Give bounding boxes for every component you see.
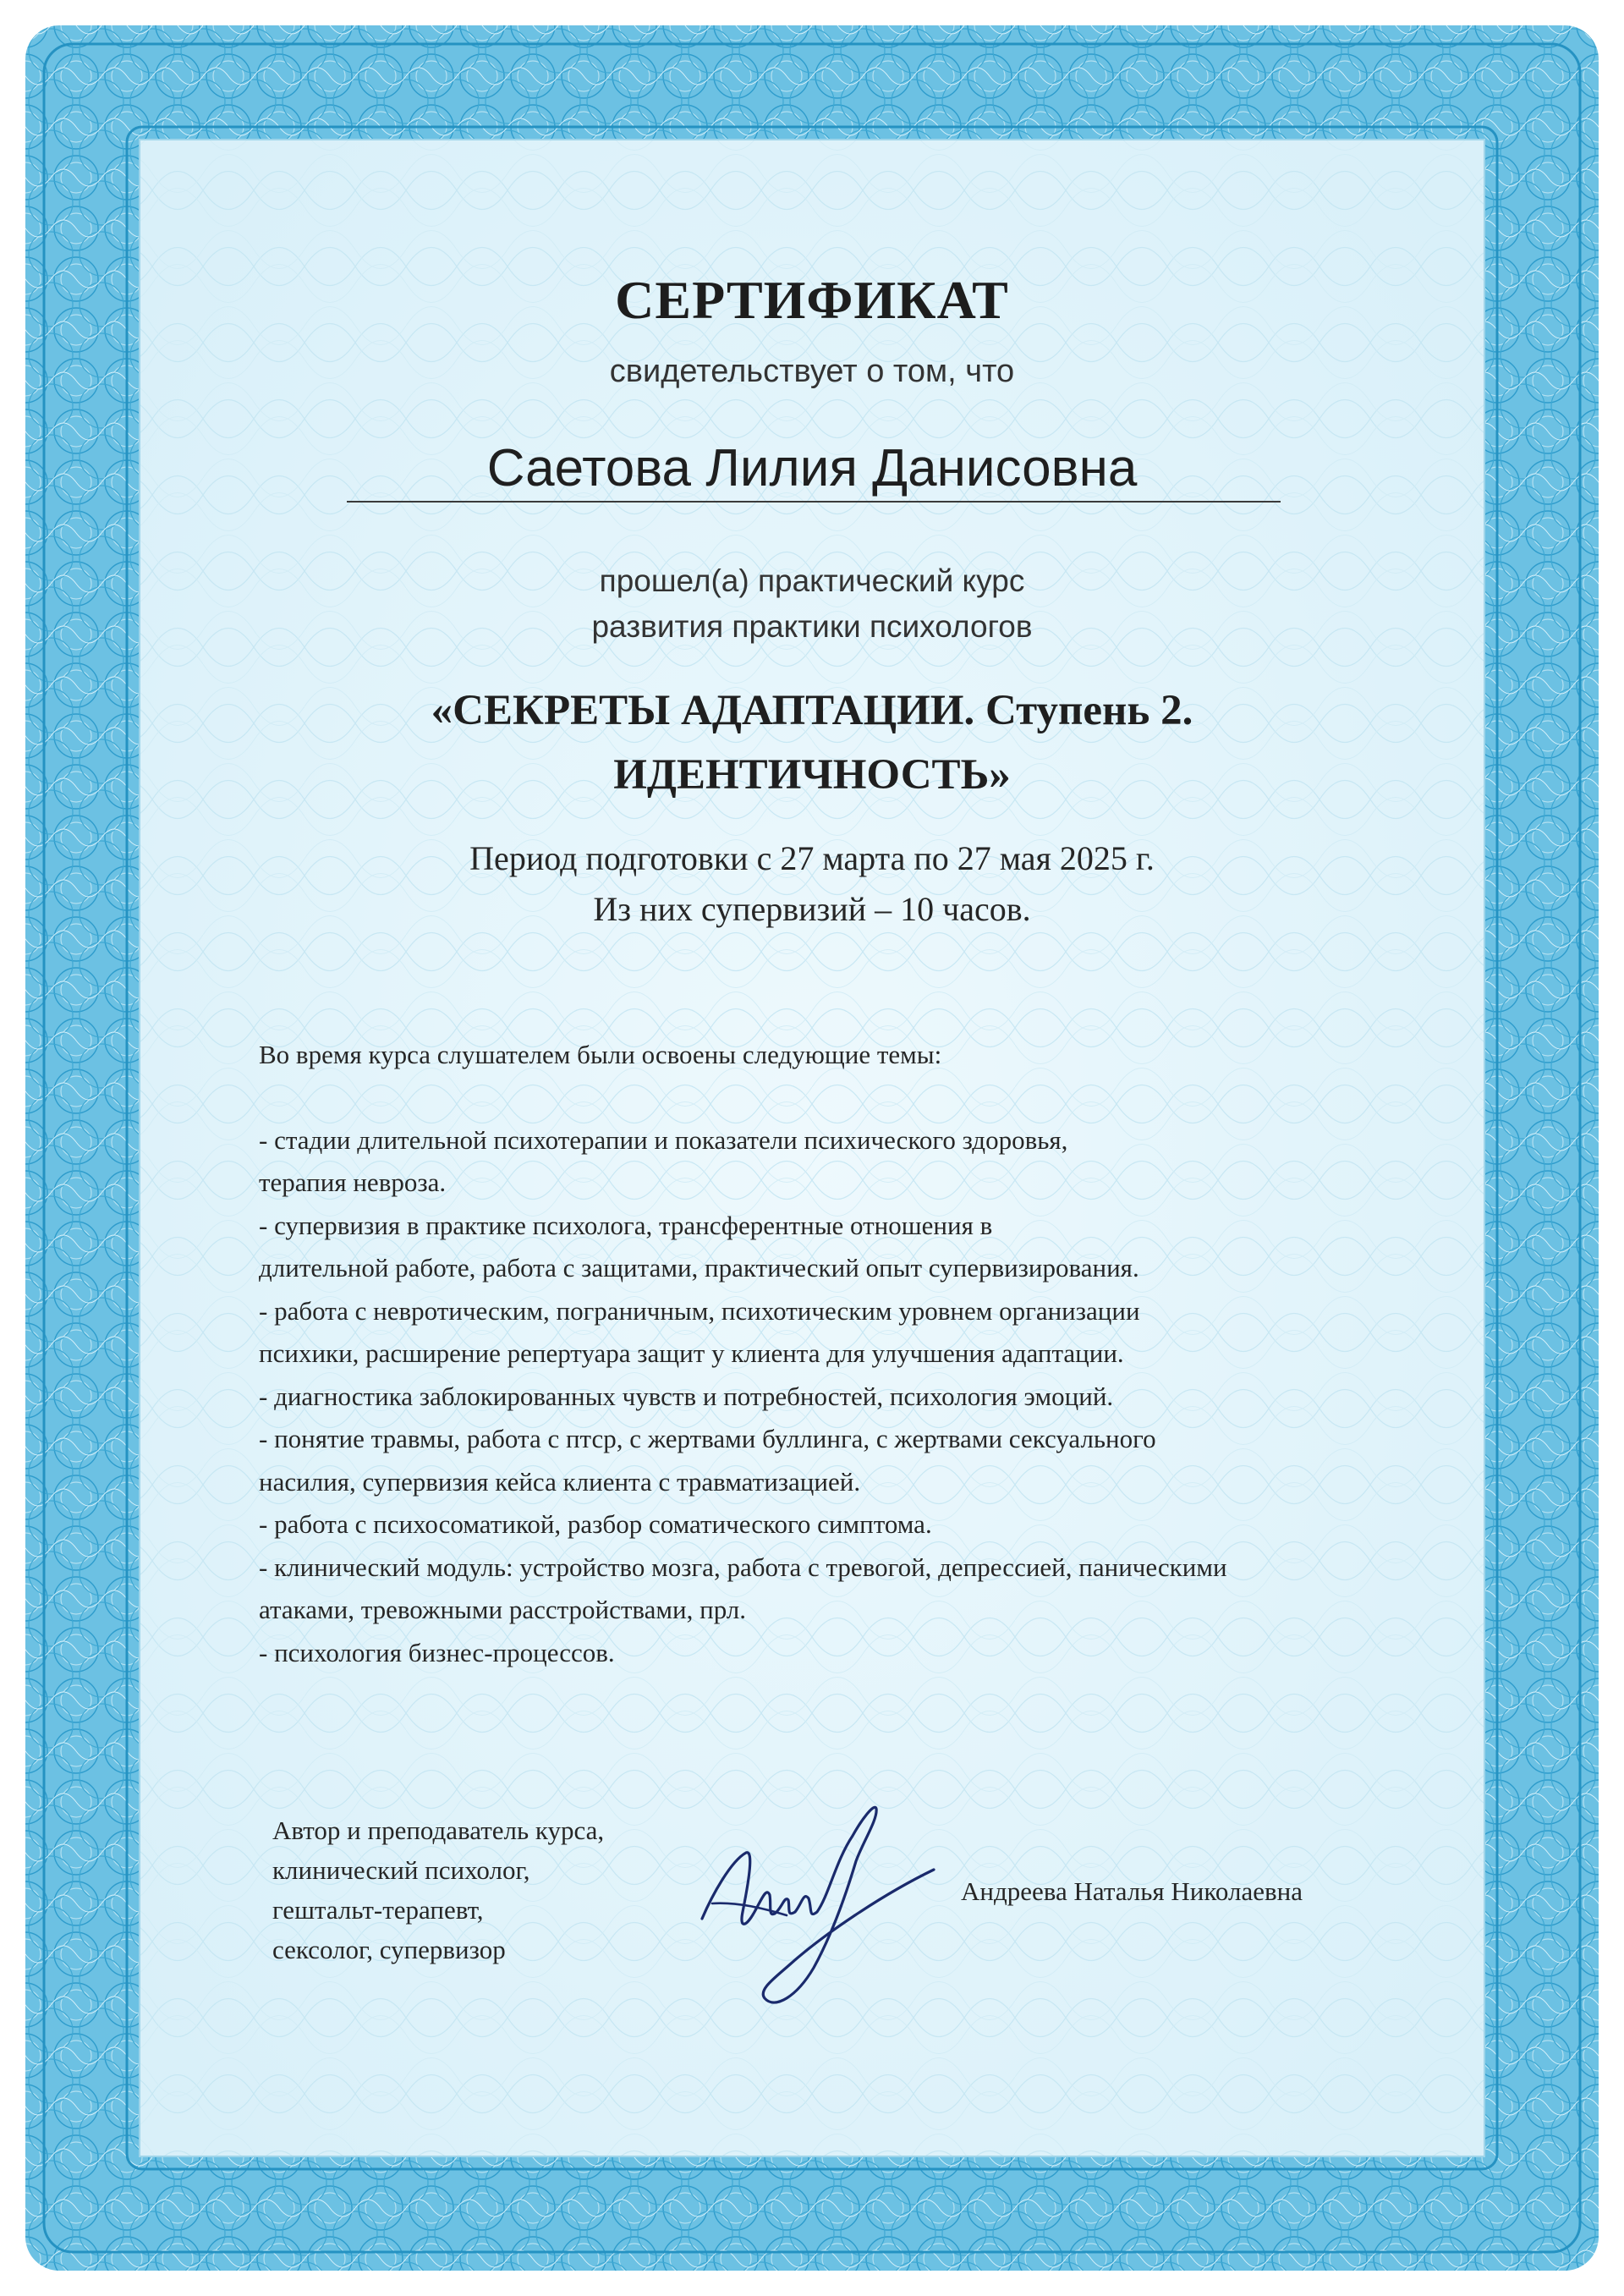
course-title-line: «СЕКРЕТЫ АДАПТАЦИИ. Ступень 2. [431, 687, 1193, 734]
topic-line: - понятие травмы, работа с птср, с жертвами буллинга, с жертвами сексуального [259, 1424, 1156, 1453]
topic-line: - супервизия в практике психолога, трансферентные отношения в [259, 1210, 993, 1240]
topic-line: - психология бизнес-процессов. [259, 1637, 615, 1667]
course-description-line: развития практики психологов [591, 609, 1033, 644]
course-title-line: ИДЕНТИЧНОСТЬ» [613, 751, 1011, 799]
course-description-line: прошел(а) практический курс [599, 563, 1025, 598]
topic-line: длительной работе, работа с защитами, практический опыт супервизирования. [259, 1253, 1139, 1283]
supervision-hours-line: Из них супервизий – 10 часов. [593, 890, 1031, 928]
topic-line: - клинический модуль: устройство мозга, работа с тревогой, депрессией, паническими [259, 1552, 1227, 1582]
course-title [0, 678, 1624, 807]
signer-name: Андреева Наталья Николаевна [961, 1876, 1303, 1906]
topic-line: терапия невроза. [259, 1167, 447, 1197]
period-line: Период подготовки с 27 марта по 27 мая 2025 г. [469, 839, 1155, 877]
author-credential-line: сексолог, супервизор [272, 1935, 506, 1964]
author-credential-line: клинический психолог, [272, 1855, 530, 1885]
author-credential-line: гештальт-терапевт, [272, 1895, 484, 1925]
topic-line: психики, расширение репертуара защит у клиента для улучшения адаптации. [259, 1338, 1124, 1368]
topic-line: - работа с невротическим, пограничным, психотическим уровнем организации [259, 1295, 1140, 1326]
certificate-subtitle: свидетельствует о том, что [609, 354, 1015, 389]
topic-line: - стадии длительной психотерапии и показатели психического здоровья, [259, 1124, 1068, 1155]
topics-section [259, 1034, 1392, 1674]
topic-line: - работа с психосоматикой, разбор соматического симптома. [259, 1509, 932, 1539]
topic-line: - диагностика заблокированных чувств и потребностей, психология эмоций. [259, 1381, 1114, 1411]
training-period [0, 833, 1624, 935]
topic-line: атаками, тревожными расстройствами, прл. [259, 1595, 747, 1624]
author-credentials [272, 1810, 712, 1969]
recipient-name: Саетова Лилия Данисовна [486, 439, 1138, 497]
topics-intro: Во время курса слушателем были освоены следующие темы: [259, 1040, 942, 1069]
topic-line: насилия, супервизия кейса клиента с травматизацией. [259, 1466, 861, 1497]
handwritten-signature [687, 1768, 941, 2039]
name-underline [347, 501, 1281, 503]
certificate-title: СЕРТИФИКАТ [615, 270, 1009, 330]
course-description [0, 558, 1624, 650]
author-credential-line: Автор и преподаватель курса, [272, 1815, 605, 1845]
